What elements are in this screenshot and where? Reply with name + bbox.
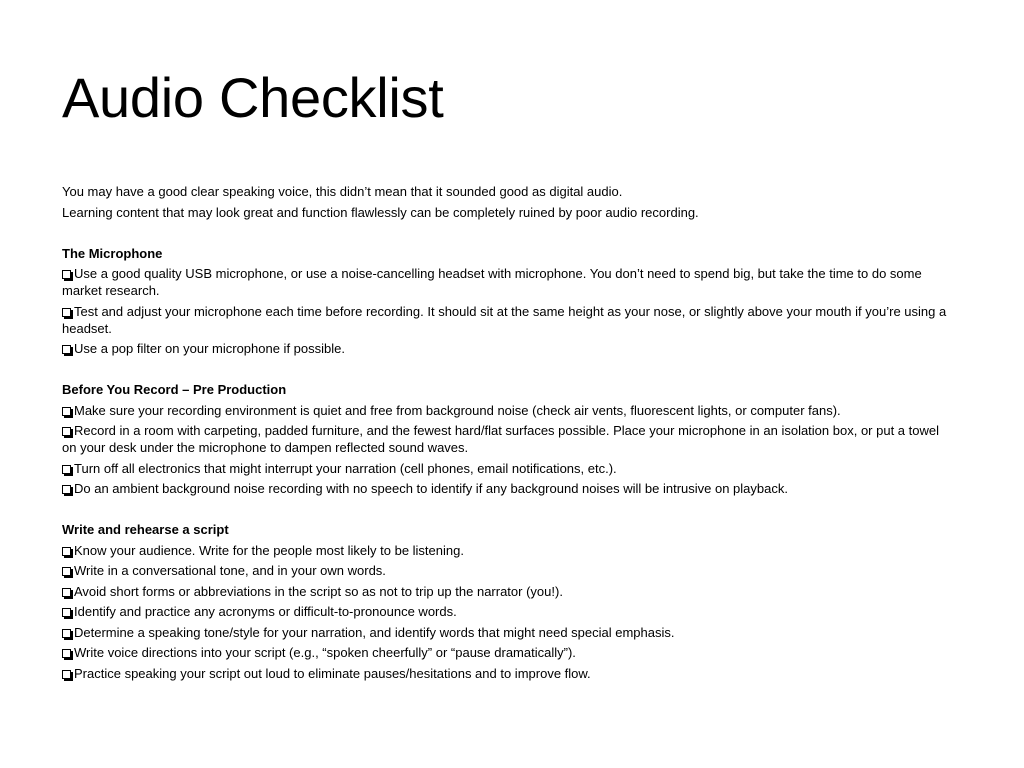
section-script xyxy=(62,521,982,685)
section-heading: Before You Record – Pre Production xyxy=(62,382,287,397)
intro-text: You may have a good clear speaking voice, this didn’t mean that it sounded good as digital audio. xyxy=(62,184,623,199)
checklist-item-text: Write in a conversational tone, and in your own words. xyxy=(74,563,386,578)
checklist-item-text: Determine a speaking tone/style for your narration, and identify words that might need special emphasis. xyxy=(74,624,675,640)
checkbox-icon xyxy=(62,485,71,494)
checklist-item-line xyxy=(62,303,982,320)
intro-paragraph xyxy=(62,204,982,221)
checklist-item-line xyxy=(62,542,982,559)
checklist-item-text: headset. xyxy=(62,320,112,336)
checklist-item-line xyxy=(62,265,982,282)
checklist-item-text: Identify and practice any acronyms or difficult-to-pronounce words. xyxy=(74,604,457,619)
checklist-item-text: Make sure your recording environment is quiet and free from background noise (check air vents, fluorescent lights, or computer fans). xyxy=(74,402,841,418)
section-pre-production xyxy=(62,381,982,501)
checklist-item-line xyxy=(62,282,982,299)
checklist-item xyxy=(62,583,982,600)
checkbox-icon xyxy=(62,345,71,354)
checklist-item xyxy=(62,542,982,559)
checklist-item xyxy=(62,624,982,641)
checklist-item xyxy=(62,480,982,497)
checklist-item-line xyxy=(62,480,982,497)
checklist-item xyxy=(62,303,982,337)
checklist-item-text: Turn off all electronics that might interrupt your narration (cell phones, email notifications, etc.). xyxy=(74,460,617,476)
slide-title: Audio Checklist xyxy=(62,66,444,129)
checklist-item-line xyxy=(62,644,982,661)
slide-body xyxy=(62,183,982,685)
section-heading-paragraph xyxy=(62,521,982,538)
checklist-item-line xyxy=(62,340,982,357)
checklist-item-line xyxy=(62,562,982,579)
section-heading: The Microphone xyxy=(62,245,163,261)
checklist-item-line xyxy=(62,320,982,337)
checklist-item-line xyxy=(62,439,982,456)
checklist-item-line xyxy=(62,624,982,641)
checklist-item xyxy=(62,644,982,661)
intro-text: Learning content that may look great and function flawlessly can be completely ruined by poor audio recording. xyxy=(62,204,699,220)
checkbox-icon xyxy=(62,567,71,576)
checklist-item-text: Practice speaking your script out loud to eliminate pauses/hesitations and to improve flow. xyxy=(74,665,591,681)
checkbox-icon xyxy=(62,547,71,556)
section-heading-paragraph xyxy=(62,245,982,262)
checklist-item xyxy=(62,265,982,299)
checkbox-icon xyxy=(62,308,71,317)
checklist-item-text: market research. xyxy=(62,283,160,298)
checkbox-icon xyxy=(62,670,71,679)
checklist-item xyxy=(62,402,982,419)
checkbox-icon xyxy=(62,649,71,658)
checklist-item-text: Use a good quality USB microphone, or use a noise-cancelling headset with microphone. You don’t need to spend big, but take the time to do some xyxy=(74,266,922,281)
section-heading: Write and rehearse a script xyxy=(62,522,229,537)
checklist-item-line xyxy=(62,460,982,477)
checkbox-icon xyxy=(62,270,71,279)
checkbox-icon xyxy=(62,629,71,638)
checkbox-icon xyxy=(62,588,71,597)
checklist-item-text: Record in a room with carpeting, padded furniture, and the fewest hard/flat surfaces possible. Place your microphone in an isolation box, or put a towel xyxy=(74,423,939,438)
section-heading-paragraph xyxy=(62,381,982,398)
checklist-item-line xyxy=(62,583,982,600)
checklist-item-line xyxy=(62,665,982,682)
checkbox-icon xyxy=(62,608,71,617)
checklist-item xyxy=(62,562,982,579)
intro-paragraph xyxy=(62,183,982,200)
checklist-item-line xyxy=(62,402,982,419)
checkbox-icon xyxy=(62,465,71,474)
checklist-item-line xyxy=(62,603,982,620)
checklist-item xyxy=(62,340,982,357)
checklist-item xyxy=(62,460,982,477)
checklist-item-text: Write voice directions into your script (e.g., “spoken cheerfully” or “pause dramatically”). xyxy=(74,645,576,660)
checklist-item xyxy=(62,422,982,456)
checklist-item xyxy=(62,665,982,682)
checklist-item-text: Avoid short forms or abbreviations in the script so as not to trip up the narrator (you!). xyxy=(74,583,563,599)
checkbox-icon xyxy=(62,407,71,416)
checklist-item xyxy=(62,603,982,620)
checklist-item-text: Know your audience. Write for the people most likely to be listening. xyxy=(74,542,464,558)
intro xyxy=(62,183,982,224)
checklist-item-text: Test and adjust your microphone each time before recording. It should sit at the same height as your nose, or slightly above your mouth if you’re using a xyxy=(74,303,947,319)
checklist-item-text: Use a pop filter on your microphone if possible. xyxy=(74,341,345,356)
section-microphone xyxy=(62,245,982,361)
checklist-item-line xyxy=(62,422,982,439)
checklist-item-text: Do an ambient background noise recording with no speech to identify if any background noises will be intrusive on playback. xyxy=(74,481,788,496)
checklist-item-text: on your desk under the microphone to dampen reflected sound waves. xyxy=(62,440,469,455)
checkbox-icon xyxy=(62,427,71,436)
